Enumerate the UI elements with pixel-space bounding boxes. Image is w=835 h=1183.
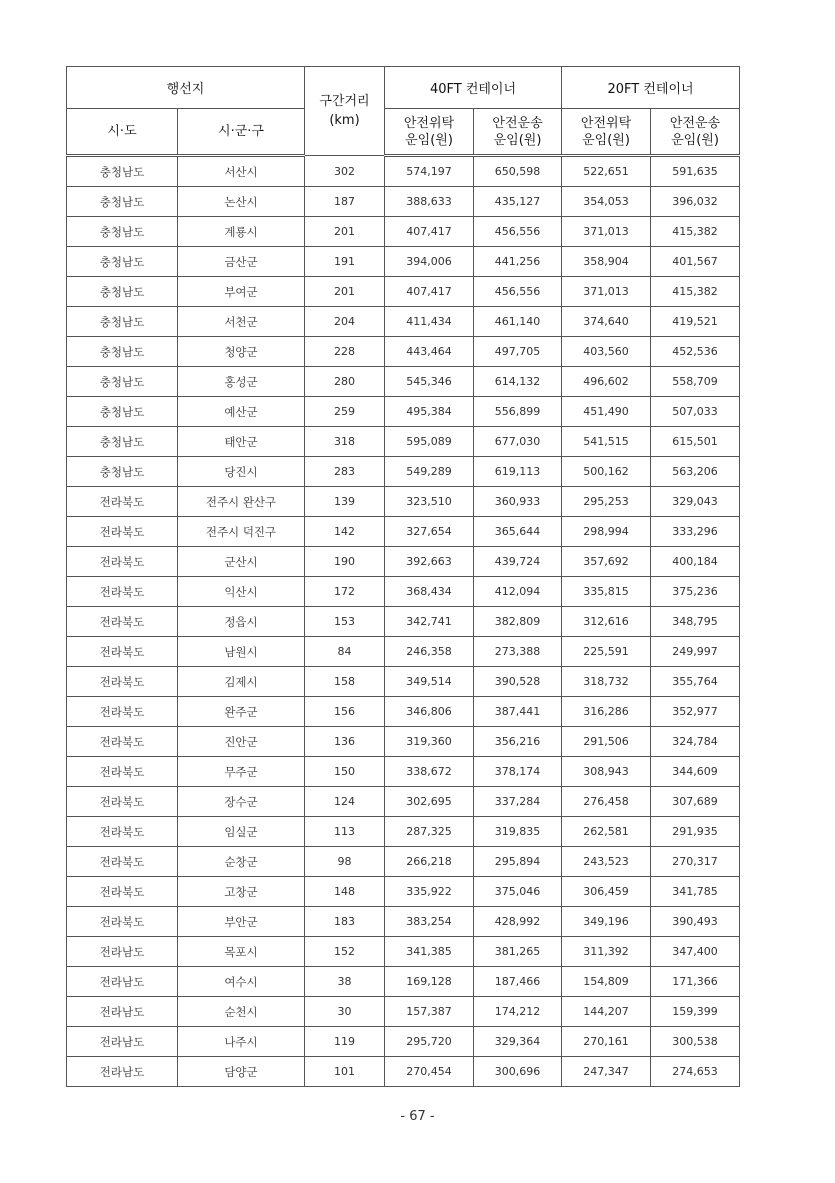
city-cell: 부안군 [178, 907, 305, 937]
ft40-consign-cell: 595,089 [385, 427, 474, 457]
province-cell: 전라북도 [67, 547, 178, 577]
distance-cell: 148 [305, 877, 385, 907]
city-cell: 완주군 [178, 697, 305, 727]
province-cell: 전라북도 [67, 847, 178, 877]
ft40-transport-cell: 461,140 [474, 307, 562, 337]
distance-cell: 259 [305, 397, 385, 427]
ft40-consign-cell: 319,360 [385, 727, 474, 757]
distance-cell: 84 [305, 637, 385, 667]
ft40-consign-cell: 266,218 [385, 847, 474, 877]
ft40-consign-cell: 388,633 [385, 187, 474, 217]
ft40-consign-cell: 495,384 [385, 397, 474, 427]
province-cell: 전라북도 [67, 517, 178, 547]
ft20-consign-cell: 312,616 [562, 607, 651, 637]
ft40-consign-cell: 392,663 [385, 547, 474, 577]
table-row [67, 907, 740, 937]
distance-cell: 228 [305, 337, 385, 367]
city-cell: 전주시 덕진구 [178, 517, 305, 547]
distance-cell: 152 [305, 937, 385, 967]
city-cell: 태안군 [178, 427, 305, 457]
province-cell: 충청남도 [67, 217, 178, 247]
province-cell: 충청남도 [67, 307, 178, 337]
ft20-consign-cell: 308,943 [562, 757, 651, 787]
province-cell: 충청남도 [67, 457, 178, 487]
province-header: 시·도 [67, 109, 178, 156]
distance-cell: 30 [305, 997, 385, 1027]
ft20-consign-cell: 500,162 [562, 457, 651, 487]
ft40-header: 40FT 컨테이너 [385, 67, 562, 109]
destination-header: 행선지 [67, 67, 305, 109]
consign-label-line1: 안전위탁 [580, 115, 632, 131]
ft20-transport-cell: 615,501 [651, 427, 740, 457]
ft20-consign-cell: 311,392 [562, 937, 651, 967]
table-row [67, 847, 740, 877]
ft40-transport-cell: 273,388 [474, 637, 562, 667]
table-row [67, 997, 740, 1027]
distance-cell: 280 [305, 367, 385, 397]
city-cell: 전주시 완산구 [178, 487, 305, 517]
city-cell: 예산군 [178, 397, 305, 427]
ft40-consign-cell: 270,454 [385, 1057, 474, 1087]
province-cell: 전라북도 [67, 607, 178, 637]
transport-label-line1: 안전운송 [669, 115, 721, 131]
distance-cell: 98 [305, 847, 385, 877]
city-cell: 장수군 [178, 787, 305, 817]
city-cell: 논산시 [178, 187, 305, 217]
ft40-consign-cell: 394,006 [385, 247, 474, 277]
ft20-transport-cell: 591,635 [651, 156, 740, 187]
ft20-transport-cell: 300,538 [651, 1027, 740, 1057]
ft40-transport-cell: 650,598 [474, 156, 562, 187]
ft40-transport-cell: 387,441 [474, 697, 562, 727]
province-cell: 전라북도 [67, 487, 178, 517]
distance-cell: 119 [305, 1027, 385, 1057]
ft20-consign-cell: 291,506 [562, 727, 651, 757]
ft40-consign-cell: 323,510 [385, 487, 474, 517]
city-cell: 금산군 [178, 247, 305, 277]
ft20-consign-cell: 270,161 [562, 1027, 651, 1057]
table-row [67, 577, 740, 607]
page-number: - 67 - [400, 1109, 435, 1124]
ft20-transport-cell: 375,236 [651, 577, 740, 607]
ft20-consign-cell: 276,458 [562, 787, 651, 817]
province-cell: 전라북도 [67, 757, 178, 787]
distance-cell: 124 [305, 787, 385, 817]
distance-cell: 283 [305, 457, 385, 487]
province-cell: 전라북도 [67, 907, 178, 937]
distance-cell: 156 [305, 697, 385, 727]
distance-cell: 113 [305, 817, 385, 847]
province-cell: 전라남도 [67, 1027, 178, 1057]
ft40-transport-cell: 435,127 [474, 187, 562, 217]
ft20-consign-cell: 154,809 [562, 967, 651, 997]
ft20-transport-cell: 270,317 [651, 847, 740, 877]
table-row [67, 277, 740, 307]
ft20-transport-cell: 347,400 [651, 937, 740, 967]
ft40-transport-cell: 365,644 [474, 517, 562, 547]
province-cell: 충청남도 [67, 187, 178, 217]
city-cell: 김제시 [178, 667, 305, 697]
province-cell: 충청남도 [67, 427, 178, 457]
ft20-consign-cell: 496,602 [562, 367, 651, 397]
ft40-transport-cell: 677,030 [474, 427, 562, 457]
province-cell: 전라남도 [67, 1057, 178, 1087]
ft20-consign-cell: 298,994 [562, 517, 651, 547]
distance-cell: 201 [305, 277, 385, 307]
table-row [67, 967, 740, 997]
ft20-consign-cell: 243,523 [562, 847, 651, 877]
ft40-consign-header [385, 109, 474, 156]
ft40-transport-cell: 428,992 [474, 907, 562, 937]
city-cell: 서천군 [178, 307, 305, 337]
ft20-consign-cell: 349,196 [562, 907, 651, 937]
distance-cell: 302 [305, 156, 385, 187]
province-cell: 전라북도 [67, 637, 178, 667]
ft40-transport-cell: 556,899 [474, 397, 562, 427]
ft40-transport-cell: 412,094 [474, 577, 562, 607]
ft20-consign-cell: 316,286 [562, 697, 651, 727]
ft20-transport-cell: 558,709 [651, 367, 740, 397]
province-cell: 전라남도 [67, 967, 178, 997]
ft40-transport-cell: 381,265 [474, 937, 562, 967]
distance-cell: 183 [305, 907, 385, 937]
ft20-transport-cell: 400,184 [651, 547, 740, 577]
table-row [67, 667, 740, 697]
ft20-consign-cell: 371,013 [562, 217, 651, 247]
table-row [67, 247, 740, 277]
table-row [67, 367, 740, 397]
ft20-consign-cell: 295,253 [562, 487, 651, 517]
ft20-consign-cell: 451,490 [562, 397, 651, 427]
table-row [67, 1027, 740, 1057]
ft40-transport-cell: 382,809 [474, 607, 562, 637]
city-cell: 당진시 [178, 457, 305, 487]
ft40-consign-cell: 545,346 [385, 367, 474, 397]
ft40-consign-cell: 342,741 [385, 607, 474, 637]
ft40-consign-cell: 169,128 [385, 967, 474, 997]
province-cell: 충청남도 [67, 277, 178, 307]
city-cell: 나주시 [178, 1027, 305, 1057]
transport-label-line2: 운임(원) [671, 132, 719, 148]
ft40-consign-cell: 368,434 [385, 577, 474, 607]
distance-cell: 187 [305, 187, 385, 217]
ft20-transport-cell: 307,689 [651, 787, 740, 817]
ft40-consign-cell: 287,325 [385, 817, 474, 847]
ft20-consign-header [562, 109, 651, 156]
table-row [67, 547, 740, 577]
ft40-consign-cell: 295,720 [385, 1027, 474, 1057]
consign-label-line2: 운임(원) [405, 132, 453, 148]
ft20-transport-cell: 291,935 [651, 817, 740, 847]
ft40-transport-cell: 441,256 [474, 247, 562, 277]
ft20-consign-cell: 358,904 [562, 247, 651, 277]
city-header: 시·군·구 [178, 109, 305, 156]
table-row [67, 817, 740, 847]
ft40-consign-cell: 383,254 [385, 907, 474, 937]
ft40-consign-cell: 338,672 [385, 757, 474, 787]
table-row [67, 757, 740, 787]
ft20-transport-cell: 249,997 [651, 637, 740, 667]
city-cell: 순천시 [178, 997, 305, 1027]
city-cell: 순창군 [178, 847, 305, 877]
distance-cell: 204 [305, 307, 385, 337]
table-row [67, 187, 740, 217]
ft20-transport-cell: 355,764 [651, 667, 740, 697]
ft20-consign-cell: 354,053 [562, 187, 651, 217]
distance-cell: 318 [305, 427, 385, 457]
city-cell: 여수시 [178, 967, 305, 997]
ft20-transport-cell: 396,032 [651, 187, 740, 217]
province-cell: 전라남도 [67, 937, 178, 967]
ft40-transport-cell: 295,894 [474, 847, 562, 877]
ft40-consign-cell: 349,514 [385, 667, 474, 697]
ft20-transport-cell: 274,653 [651, 1057, 740, 1087]
province-cell: 전라북도 [67, 817, 178, 847]
province-cell: 충청남도 [67, 337, 178, 367]
ft40-transport-cell: 337,284 [474, 787, 562, 817]
ft20-consign-cell: 247,347 [562, 1057, 651, 1087]
transport-label-line2: 운임(원) [493, 132, 542, 148]
ft20-transport-cell: 415,382 [651, 217, 740, 247]
ft20-consign-cell: 306,459 [562, 877, 651, 907]
distance-cell: 38 [305, 967, 385, 997]
table-row [67, 787, 740, 817]
distance-cell: 150 [305, 757, 385, 787]
province-cell: 충청남도 [67, 397, 178, 427]
table-row [67, 457, 740, 487]
city-cell: 군산시 [178, 547, 305, 577]
ft20-transport-cell: 390,493 [651, 907, 740, 937]
ft40-transport-cell: 360,933 [474, 487, 562, 517]
ft40-consign-cell: 341,385 [385, 937, 474, 967]
city-cell: 남원시 [178, 637, 305, 667]
table-row [67, 397, 740, 427]
ft20-transport-cell: 415,382 [651, 277, 740, 307]
consign-label-line2: 운임(원) [582, 132, 630, 148]
ft20-header: 20FT 컨테이너 [562, 67, 740, 109]
ft20-transport-header [651, 109, 740, 156]
table-row [67, 517, 740, 547]
province-cell: 전라북도 [67, 727, 178, 757]
ft20-consign-cell: 541,515 [562, 427, 651, 457]
ft40-transport-cell: 497,705 [474, 337, 562, 367]
ft20-consign-cell: 371,013 [562, 277, 651, 307]
distance-header [305, 67, 385, 156]
table-row [67, 307, 740, 337]
transport-label-line1: 안전운송 [492, 115, 543, 131]
table-row [67, 487, 740, 517]
ft20-transport-cell: 171,366 [651, 967, 740, 997]
city-cell: 무주군 [178, 757, 305, 787]
ft40-consign-cell: 335,922 [385, 877, 474, 907]
city-cell: 정읍시 [178, 607, 305, 637]
ft40-consign-cell: 574,197 [385, 156, 474, 187]
city-cell: 담양군 [178, 1057, 305, 1087]
ft20-transport-cell: 507,033 [651, 397, 740, 427]
city-cell: 청양군 [178, 337, 305, 367]
province-cell: 충청남도 [67, 156, 178, 187]
ft20-consign-cell: 522,651 [562, 156, 651, 187]
ft40-transport-cell: 319,835 [474, 817, 562, 847]
ft40-consign-cell: 327,654 [385, 517, 474, 547]
ft40-consign-cell: 302,695 [385, 787, 474, 817]
table-row [67, 427, 740, 457]
province-cell: 전라북도 [67, 577, 178, 607]
ft40-consign-cell: 407,417 [385, 217, 474, 247]
distance-cell: 136 [305, 727, 385, 757]
province-cell: 전라북도 [67, 667, 178, 697]
ft20-consign-cell: 225,591 [562, 637, 651, 667]
table-row [67, 607, 740, 637]
ft20-transport-cell: 452,536 [651, 337, 740, 367]
province-cell: 충청남도 [67, 367, 178, 397]
ft40-transport-cell: 456,556 [474, 277, 562, 307]
distance-cell: 191 [305, 247, 385, 277]
table-row [67, 1057, 740, 1087]
table-header [67, 67, 740, 156]
city-cell: 익산시 [178, 577, 305, 607]
distance-cell: 101 [305, 1057, 385, 1087]
table-row [67, 727, 740, 757]
distance-cell: 142 [305, 517, 385, 547]
ft40-transport-cell: 329,364 [474, 1027, 562, 1057]
province-cell: 전라북도 [67, 877, 178, 907]
ft20-consign-cell: 262,581 [562, 817, 651, 847]
ft20-transport-cell: 344,609 [651, 757, 740, 787]
ft40-transport-cell: 614,132 [474, 367, 562, 397]
city-cell: 부여군 [178, 277, 305, 307]
ft20-transport-cell: 159,399 [651, 997, 740, 1027]
ft40-transport-cell: 390,528 [474, 667, 562, 697]
consign-label-line1: 안전위탁 [403, 115, 455, 131]
table-row [67, 637, 740, 667]
ft20-transport-cell: 341,785 [651, 877, 740, 907]
ft40-transport-cell: 375,046 [474, 877, 562, 907]
distance-unit: (km) [329, 113, 360, 128]
ft20-transport-cell: 352,977 [651, 697, 740, 727]
distance-cell: 139 [305, 487, 385, 517]
table-row [67, 156, 740, 187]
ft40-consign-cell: 549,289 [385, 457, 474, 487]
ft40-consign-cell: 346,806 [385, 697, 474, 727]
ft40-transport-header [474, 109, 562, 156]
ft20-transport-cell: 329,043 [651, 487, 740, 517]
distance-cell: 153 [305, 607, 385, 637]
ft40-transport-cell: 356,216 [474, 727, 562, 757]
ft20-transport-cell: 324,784 [651, 727, 740, 757]
city-cell: 계룡시 [178, 217, 305, 247]
distance-cell: 172 [305, 577, 385, 607]
ft40-consign-cell: 157,387 [385, 997, 474, 1027]
ft40-transport-cell: 439,724 [474, 547, 562, 577]
ft40-consign-cell: 411,434 [385, 307, 474, 337]
city-cell: 목포시 [178, 937, 305, 967]
province-cell: 전라남도 [67, 997, 178, 1027]
ft40-transport-cell: 456,556 [474, 217, 562, 247]
table-row [67, 697, 740, 727]
ft20-consign-cell: 403,560 [562, 337, 651, 367]
province-cell: 충청남도 [67, 247, 178, 277]
ft40-transport-cell: 187,466 [474, 967, 562, 997]
ft20-consign-cell: 357,692 [562, 547, 651, 577]
ft20-transport-cell: 401,567 [651, 247, 740, 277]
distance-label: 구간거리 [319, 94, 370, 109]
ft40-transport-cell: 300,696 [474, 1057, 562, 1087]
ft40-consign-cell: 246,358 [385, 637, 474, 667]
table-row [67, 937, 740, 967]
distance-cell: 190 [305, 547, 385, 577]
city-cell: 임실군 [178, 817, 305, 847]
ft20-transport-cell: 563,206 [651, 457, 740, 487]
ft40-transport-cell: 174,212 [474, 997, 562, 1027]
table-row [67, 217, 740, 247]
province-cell: 전라북도 [67, 697, 178, 727]
ft40-consign-cell: 443,464 [385, 337, 474, 367]
distance-cell: 201 [305, 217, 385, 247]
table-row [67, 337, 740, 367]
ft20-consign-cell: 144,207 [562, 997, 651, 1027]
ft40-transport-cell: 619,113 [474, 457, 562, 487]
ft20-transport-cell: 348,795 [651, 607, 740, 637]
city-cell: 홍성군 [178, 367, 305, 397]
table-body [67, 156, 740, 1087]
ft20-consign-cell: 374,640 [562, 307, 651, 337]
ft40-consign-cell: 407,417 [385, 277, 474, 307]
city-cell: 고창군 [178, 877, 305, 907]
city-cell: 진안군 [178, 727, 305, 757]
ft20-consign-cell: 335,815 [562, 577, 651, 607]
ft20-transport-cell: 419,521 [651, 307, 740, 337]
ft40-transport-cell: 378,174 [474, 757, 562, 787]
ft20-consign-cell: 318,732 [562, 667, 651, 697]
fare-table [66, 66, 740, 1087]
province-cell: 전라북도 [67, 787, 178, 817]
ft20-transport-cell: 333,296 [651, 517, 740, 547]
table-row [67, 877, 740, 907]
distance-cell: 158 [305, 667, 385, 697]
city-cell: 서산시 [178, 156, 305, 187]
